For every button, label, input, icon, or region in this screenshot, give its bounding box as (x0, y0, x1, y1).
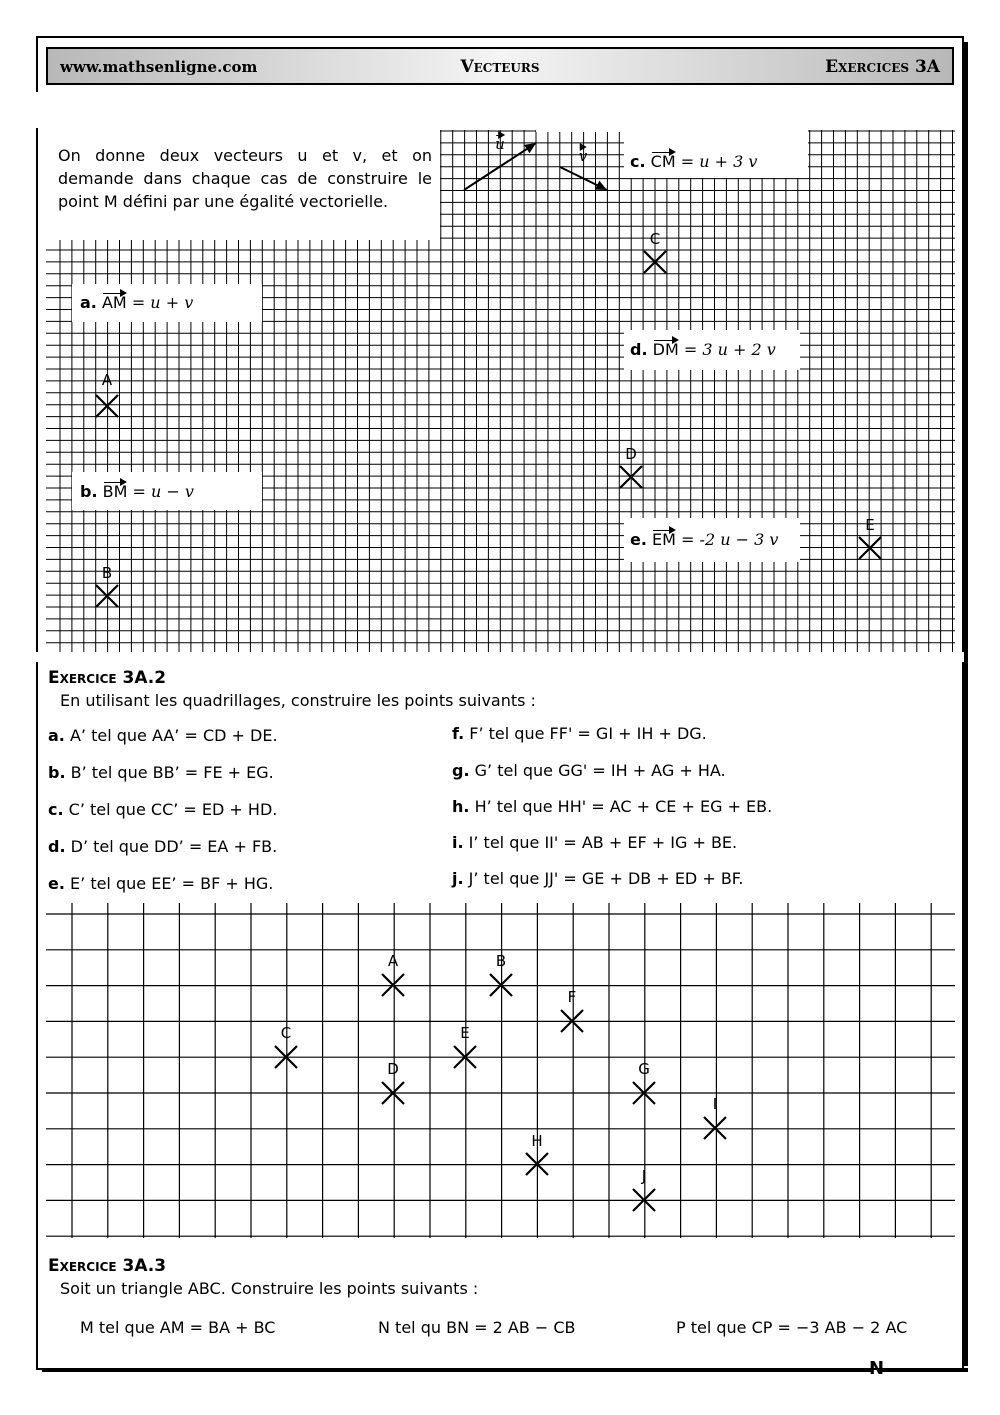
point-label-a: A (387, 952, 399, 970)
point-label-b: B (101, 564, 113, 582)
point-label-f: F (567, 988, 577, 1006)
item-2d: d. D’ tel que DD’ = EA + FB. (48, 837, 278, 856)
item-2h: h. H’ tel que HH' = AC + CE + EG + EB. (452, 797, 773, 816)
item-b: b. BM = u − v (72, 472, 262, 510)
point-label-g: G (638, 1060, 650, 1078)
point-label-e: E (865, 516, 875, 534)
point-i-cross (704, 1117, 726, 1139)
point-label-h: H (531, 1132, 543, 1150)
site-url: www.mathsenligne.com (60, 58, 258, 76)
item-2b: b. B’ tel que BB’ = FE + EG. (48, 763, 274, 782)
point-label-e: E (460, 1024, 470, 1042)
item-e: e. EM = -2 u − 3 v (624, 518, 800, 562)
item-2g: g. G’ tel que GG' = IH + AG + HA. (452, 761, 726, 780)
exercise-title: Exercice 3A.3 (48, 1256, 167, 1276)
item-3n: N tel qu BN = 2 AB − CB (378, 1318, 576, 1337)
item-a: a. AM = u + v (72, 284, 262, 322)
point-label-a: A (101, 371, 113, 389)
point-label-c: C (280, 1024, 292, 1042)
item-c: c. CM = u + 3 v (624, 140, 800, 178)
vector-v-label: v (579, 143, 587, 165)
item-2c: c. C’ tel que CC’ = ED + HD. (48, 800, 278, 819)
item-3m: M tel que AM = BA + BC (80, 1318, 276, 1337)
exercise-ref: Exercices 3A (825, 57, 940, 77)
item-2j: j. J’ tel que JJ' = GE + DB + ED + BF. (452, 869, 744, 888)
page-title: Vecteurs (460, 57, 540, 77)
exercise-title: Exercice 3A.2 (48, 668, 167, 688)
item-2e: e. E’ tel que EE’ = BF + HG. (48, 874, 274, 893)
point-label-b: B (495, 952, 507, 970)
item-3p: P tel que CP = −3 AB − 2 AC (676, 1318, 908, 1337)
item-2a: a. A’ tel que AA’ = CD + DE. (48, 726, 278, 745)
item-2f: f. F’ tel que FF' = GI + IH + DG. (452, 724, 707, 743)
point-label-d: D (387, 1060, 399, 1078)
point-label-i: I (712, 1095, 718, 1113)
point-label-c: C (649, 230, 661, 248)
point-label-j: J (641, 1167, 647, 1185)
vector-u-label: u (495, 131, 505, 153)
exercise-intro: Soit un triangle ABC. Construire les points suivants : (60, 1279, 479, 1298)
point-label-d: D (625, 445, 637, 463)
item-d: d. DM = 3 u + 2 v (624, 330, 800, 370)
exercise-intro: En utilisant les quadrillages, construire les points suivants : (60, 691, 536, 710)
page-fold-mark: N (869, 1358, 885, 1379)
item-2i: i. I’ tel que II' = AB + EF + IG + BE. (452, 833, 738, 852)
intro-text: On donne deux vecteurs u et v, et on demande dans chaque cas de construire le point M défini par une égalité vectorielle. (58, 146, 432, 211)
